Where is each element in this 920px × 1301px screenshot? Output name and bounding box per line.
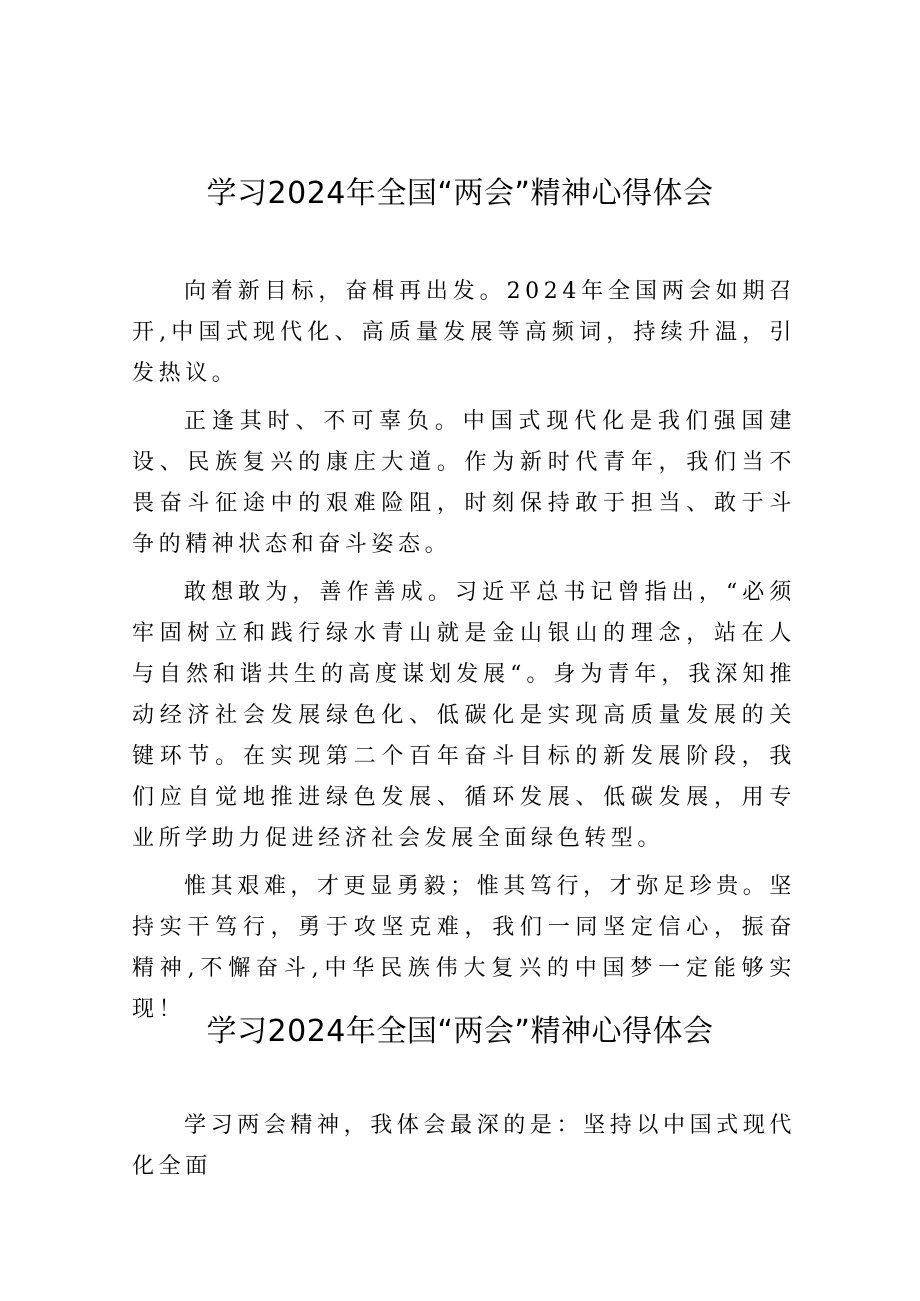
article-title: 学习2024年全国“两会”精神心得体会 [206,176,714,211]
article-title: 学习2024年全国“两会”精神心得体会 [206,1014,714,1049]
paragraph: 正逢其时、不可辜负。中国式现代化是我们强国建设、民族复兴的康庄大道。作为新时代青年，我们当不畏奋斗征途中的艰难险阻，时刻保持敢于担当、敢于斗争的精神状态和奋斗姿态。 [132,409,796,557]
paragraph: 向着新目标，奋楫再出发。2024年全国两会如期召开,中国式现代化、高质量发展等高频词，持续升温，引发热议。 [132,279,796,386]
paragraph: 敢想敢为，善作善成。习近平总书记曾指出，“必须牢固树立和践行绿水青山就是金山银山的理念，站在人与自然和谐共生的高度谋划发展“。身为青年，我深知推动经济社会发展绿色化、低碳化是实现高质量发展的关键环节。在实现第二个百年奋斗目标的新发展阶段，我们应自觉地推进绿色发展、循环发展、低碳发展，用专业所学助力促进经济社会发展全面绿色转型。 [132,580,796,851]
article-body [132,271,796,1037]
article-body [132,1105,796,1194]
paragraph: 惟其艰难，才更显勇毅；惟其笃行，才弥足珍贵。坚持实干笃行，勇于攻坚克难，我们一同坚定信心，振奋精神,不懈奋斗,中华民族伟大复兴的中国梦一定能够实现！ [132,874,796,1022]
paragraph: 学习两会精神，我体会最深的是：坚持以中国式现代化全面 [132,1113,796,1179]
